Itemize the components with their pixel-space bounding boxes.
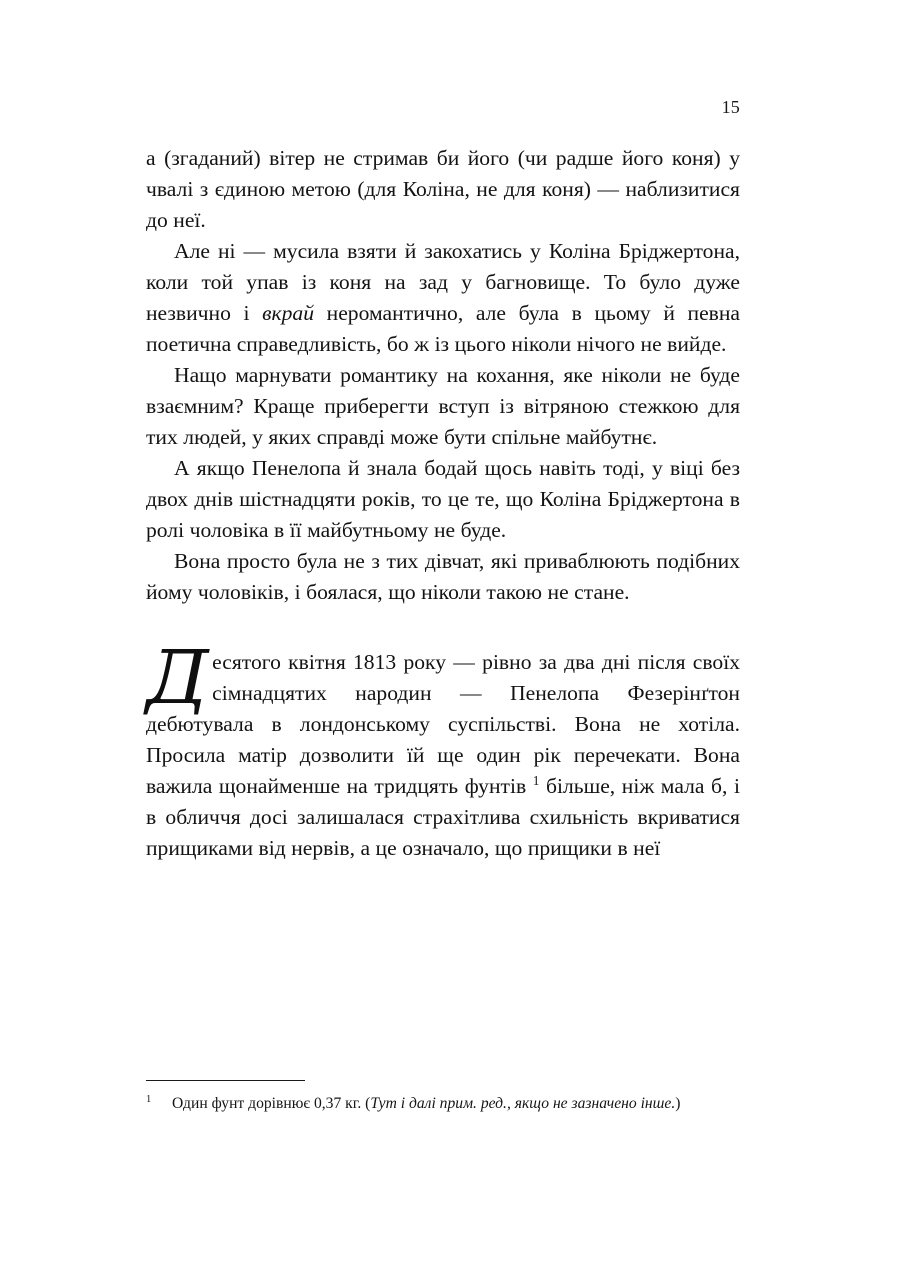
paragraph-vona-prosto [146,546,740,608]
dropcap-text-before-footnote: есятого квітня 1813 року — рівно за два дні після своїх сімнадцятих народин — Пенелопа Фезерінґтон дебютувала в лондонському суспільстві. Вона не хотіла. Просила матір дозволити їй ще один рік перечекати. Вона важила щонайменше на тридцять фунтів [146,650,740,798]
text-run: Але ні — мусила взяти й закохатись у Коліна Бріджертона, коли той упав із коня на зад у багновище. То було дуже незвично і [146,239,740,325]
paragraph-nashcho [146,360,740,453]
emphasis-run: вкрай [262,301,315,325]
footnote-area [146,1080,740,1115]
text-run: неромантично, але була в цьому й певна поетична справедливість, бо ж із цього ніколи нічого не вийде. [146,301,740,356]
paragraph-ale-ni [146,236,740,360]
dropcap-paragraph-wrapper [146,608,740,864]
paragraph-continued [146,143,740,236]
text-block [146,143,740,864]
footnote-item [146,1093,740,1115]
paragraph-dropcap [146,635,740,864]
paragraph-a-yakshcho [146,453,740,546]
text-run: Нащо марнувати романтику на кохання, яке ніколи не буде взаємним? Краще приберегти вступ із вітряною стежкою для тих людей, у яких справді може бути спільне майбутнє. [146,363,740,449]
text-run: Один фунт дорівнює 0,37 кг. ( [172,1095,371,1112]
emphasis-run: Тут і далі прим. ред., якщо не зазначено інше. [370,1095,676,1112]
text-run: Вона просто була не з тих дівчат, які приваблюють подібних йому чоловіків, і боялася, що ніколи такою не стане. [146,549,740,604]
page-number: 15 [721,97,740,117]
footnote-reference-1[interactable]: 1 [532,772,540,788]
footnote-separator-rule [146,1080,305,1081]
footnote-number: 1 [146,1094,152,1105]
footnote-text [172,1095,680,1112]
text-run: А якщо Пенелопа й знала бодай щось навіть тоді, у віці без двох днів шістнадцяти років, то це те, що Коліна Бріджертона в ролі чоловіка в її майбутньому не буде. [146,456,740,542]
text-run: ) [675,1095,681,1112]
text-run: а (згаданий) вітер не стримав би його (чи радше його коня) у чвалі з єдиною метою (для Коліна, не для коня) — наблизитися до неї. [146,146,740,232]
drop-cap-letter: Д [146,635,209,721]
dropcap-text-after-footnote: більше, ніж мала б, і в обличчя досі залишалася страхітлива схильність вкриватися прищиками від нервів, а це означало, що прищики в неї [146,774,740,860]
